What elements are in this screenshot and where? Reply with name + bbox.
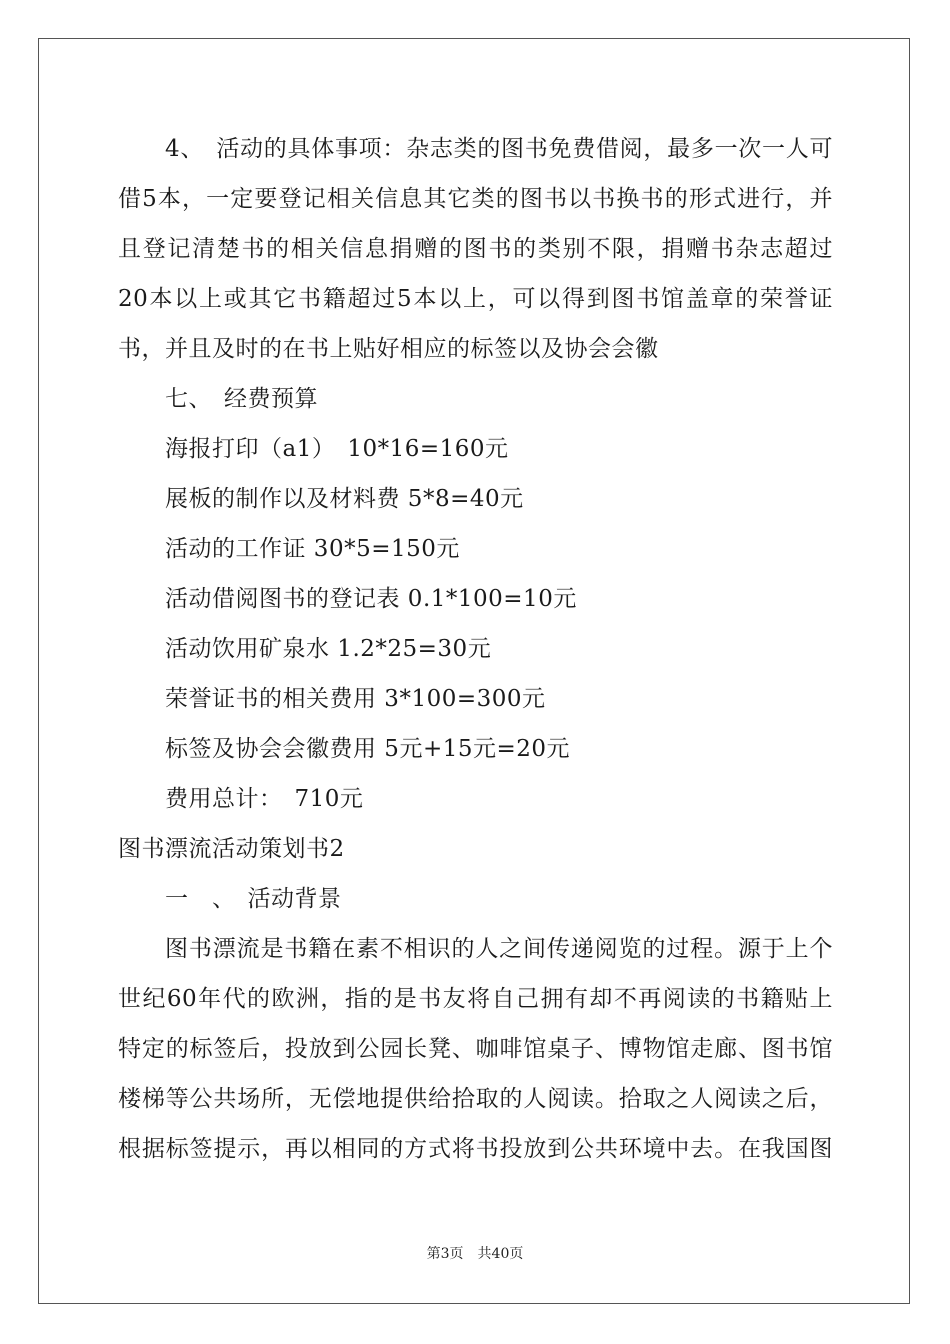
budget-item: 活动饮用矿泉水 1.2*25=30元	[165, 636, 492, 662]
paragraph-line: 4、 活动的具体事项：杂志类的图书免费借阅，最多一次一人可	[165, 136, 833, 162]
budget-item: 展板的制作以及材料费 5*8=40元	[165, 486, 524, 512]
paragraph-line: 且登记清楚书的相关信息捐赠的图书的类别不限，捐赠书杂志超过	[118, 236, 833, 262]
page-border	[38, 38, 910, 1304]
paragraph-line: 特定的标签后，投放到公园长凳、咖啡馆桌子、博物馆走廊、图书馆	[118, 1036, 833, 1062]
paragraph-line: 图书漂流是书籍在素不相识的人之间传递阅览的过程。源于上个	[165, 936, 833, 962]
section-heading: 七、 经费预算	[165, 386, 318, 412]
budget-item: 荣誉证书的相关费用 3*100=300元	[165, 686, 546, 712]
page-footer: 第3页 共40页	[426, 1246, 524, 1262]
budget-item: 活动的工作证 30*5=150元	[165, 536, 460, 562]
budget-item: 海报打印（a1） 10*16=160元	[165, 436, 509, 462]
paragraph-line: 楼梯等公共场所，无偿地提供给拾取的人阅读。拾取之人阅读之后，	[118, 1086, 833, 1112]
paragraph-line: 20本以上或其它书籍超过5本以上，可以得到图书馆盖章的荣誉证	[118, 286, 833, 312]
budget-total: 费用总计： 710元	[165, 786, 364, 812]
document-title: 图书漂流活动策划书2	[118, 836, 345, 862]
paragraph-line: 借5本，一定要登记相关信息其它类的图书以书换书的形式进行，并	[118, 186, 833, 212]
paragraph-line: 世纪60年代的欧洲，指的是书友将自己拥有却不再阅读的书籍贴上	[118, 986, 833, 1012]
paragraph-line: 根据标签提示，再以相同的方式将书投放到公共环境中去。在我国图	[118, 1136, 833, 1162]
budget-item: 活动借阅图书的登记表 0.1*100=10元	[165, 586, 577, 612]
section-heading: 一 、 活动背景	[165, 886, 342, 912]
budget-item: 标签及协会会徽费用 5元+15元=20元	[165, 736, 571, 762]
paragraph-line: 书，并且及时的在书上贴好相应的标签以及协会会徽	[118, 336, 659, 362]
